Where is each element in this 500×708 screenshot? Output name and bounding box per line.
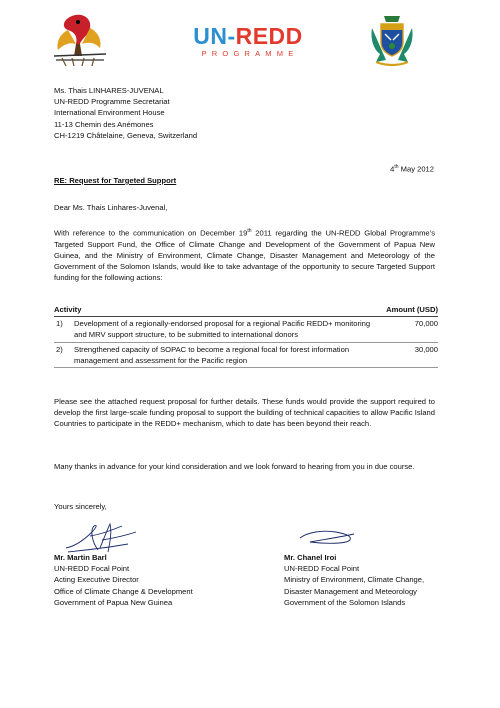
row-activity: Development of a regionally-endorsed proposal for a regional Pacific REDD+ monitoring and MRV support structure, to be submitted to international donors [74, 317, 386, 342]
row-number: 1) [54, 317, 74, 342]
signatory-line: Government of the Solomon Islands [284, 597, 406, 607]
row-activity: Strengthened capacity of SOPAC to become a regional focal for forest information management and assessment for the Pacific region [74, 342, 386, 367]
row-amount: 30,000 [386, 342, 438, 367]
signatory-line: Acting Executive Director [54, 575, 139, 585]
signatory-block-2 [284, 552, 434, 608]
recipient-address [54, 85, 314, 141]
address-line: UN-REDD Programme Secretariat [54, 97, 170, 107]
activities-table [54, 304, 438, 368]
closing: Yours sincerely, [54, 502, 107, 511]
subject-line: RE: Request for Targeted Support [54, 176, 177, 185]
papua-new-guinea-emblem-icon [52, 10, 108, 68]
address-line: Ms. Thais LINHARES-JUVENAL [54, 86, 164, 95]
address-line: 11-13 Chemin des Anémones [54, 119, 154, 129]
thanks-paragraph: Many thanks in advance for your kind consideration and we look forward to hearing from you in due course. [54, 462, 415, 471]
logo-redd-text: REDD [235, 23, 303, 49]
signatory-line: Office of Climate Change & Development [54, 586, 193, 596]
signatory-line: Ministry of Environment, Climate Change, Disaster Management and Meteorology [284, 575, 425, 596]
address-line: International Environment House [54, 108, 165, 118]
table-row [54, 342, 438, 367]
signatory-name: Mr. Chanel Iroi [284, 553, 337, 562]
handwritten-signature-iroi [296, 524, 358, 548]
table-row [54, 317, 438, 342]
salutation: Dear Ms. Thais Linhares-Juvenal, [54, 203, 168, 212]
signatory-name: Mr. Martin Barl [54, 553, 107, 562]
signatory-block-1 [54, 552, 264, 608]
signatory-line: UN-REDD Focal Point [284, 564, 360, 574]
signatory-line: UN-REDD Focal Point [54, 564, 130, 574]
solomon-islands-coat-of-arms-icon [366, 12, 418, 68]
signatory-line: Government of Papua New Guinea [54, 597, 173, 607]
logo-un-text: UN- [193, 23, 236, 49]
row-number: 2) [54, 342, 74, 367]
column-header-amount: Amount (USD) [386, 304, 438, 317]
details-paragraph: Please see the attached request proposal for further details. These funds would provide the support required to develop the first large-scale funding proposal to support the building of technical capacities to allow Pacific Island Countries to participate in the REDD+ mechanism, which to date has been beyond their reach. [54, 397, 435, 429]
un-redd-logo [193, 24, 303, 60]
logo-programme-text: PROGRAMME [201, 49, 299, 58]
letter-date: 4th May 2012 [390, 164, 434, 174]
column-header-activity: Activity [54, 304, 386, 317]
row-amount: 70,000 [386, 317, 438, 342]
address-line: CH-1219 Châtelaine, Geneva, Switzerland [54, 130, 198, 140]
intro-paragraph: With reference to the communication on December 19th 2011 regarding the UN-REDD Global Programme’s Targeted Support Fund, the Office of Climate Change and Development of the Government of Papua New Guinea, and the Ministry of Environment, Climate Change, Disaster Management and Meteorology of the Government of the Solomon Islands, would like to take advantage of the opportunity to secure Targeted Support funding for the following actions: [54, 228, 435, 283]
